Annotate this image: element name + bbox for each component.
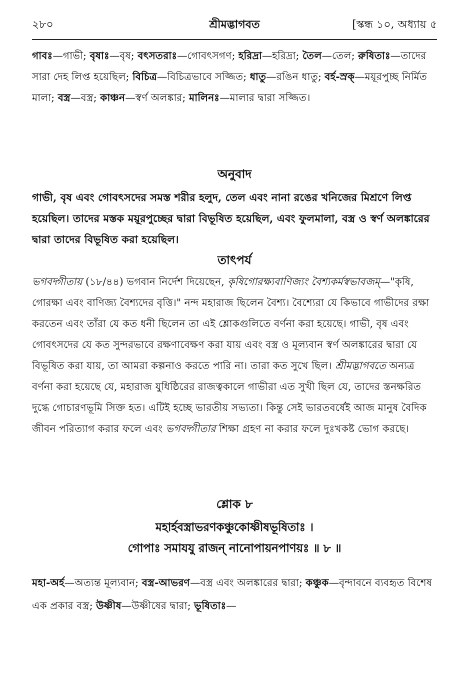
synonym-meaning: —বৃন্দাবনে ব্যবহৃত বিশেষ এক প্রকার বস্ত্র; [32,578,433,612]
scripture-reference: ভগবদ্গীতায় [32,277,83,288]
synonym-term: বৎসতরাঃ [137,50,178,62]
synonym-term: বিচিত্র [132,71,157,83]
synonym-term: ধাতু [249,71,267,83]
scripture-reference: শ্রীমদ্ভাগবতে [335,361,386,372]
page-header [32,16,437,34]
synonym-term: বর্হ-স্রক্ [324,71,355,83]
synonym-term: ভূষিতাঃ [194,600,227,612]
synonym-term: বৃষাঃ [89,50,110,62]
page-number: ২৮০ [32,18,54,31]
synonym-term: উষ্ণীষ [96,600,122,612]
synonym-meaning: —অত্যন্ত মূল্যবান; [64,578,142,589]
purport-segment: (১৮/৪৪) ভগবান নির্দেশ দিয়েছেন, [82,277,228,288]
synonym-meaning: —ময়ূরপুচ্ছ নির্মিত মালা; [32,72,428,104]
synonym-term: মহা-অর্হ [32,577,65,589]
purport-text [32,272,437,440]
chapter-reference: [স্কন্ধ ১০, অধ্যায় ৫ [352,18,437,31]
synonym-meaning: —গাভী; [52,51,90,62]
synonym-meaning: —বিচিত্রভাবে সজ্জিত; [156,72,250,83]
header-divider [32,39,437,40]
synonym-term: কঞ্চুক [305,577,329,589]
synonym-term: তৈল [302,50,322,62]
synonym-term: গাবঃ [32,50,53,62]
synonym-term: বস্ত্র-আভরণ [141,577,190,589]
synonym-term: মালিনঃ [188,92,220,104]
synonym-term: রুষিতাঃ [358,50,391,62]
sanskrit-quote: কৃষিগোরক্ষ্যবাণিজ্যং বৈশ্যকর্মস্বভাবজম্ [227,277,380,288]
scripture-reference: ভগবদ্গীতার [165,424,216,435]
synonym-meaning: —তেল; [321,51,359,62]
synonym-term: বস্ত্র [57,92,71,104]
synonym-meaning: —গোবৎসগণ; [177,51,239,62]
synonym-meaning: —হরিদ্রা; [261,51,303,62]
synonym-term: কাঞ্চন [100,92,126,104]
synonyms-block-2 [32,572,437,618]
purport-segment: —"কৃষি, গোরক্ষা এবং বাণিজ্য বৈশ্যদের বৃত্তি।" নন্দ মহারাজ ছিলেন বৈশ্য। বৈশ্যেরা যে কিভাবে গাভীদের রক্ষা করতেন এবং তাঁরা যে কত ধনী ছিলেন তা এই শ্লোকগুলিতে বর্ণনা করা হয়েছে। গাভী, বৃষ এবং গোবৎসদের যে কত সুন্দরভাবে রক্ষণাবেক্ষণ করা যায় এবং বস্ত্র ও মূল্যবান স্বর্ণ অলঙ্কারের দ্বারা যে বিভূষিত করা যায়, তা আমরা কল্পনাও করতে পারি না। তারা কত সুখে ছিল। [32,277,430,372]
translation-text: গাভী, বৃষ এবং গোবৎসদের সমস্ত শরীর হলুদ, তেল এবং নানা রঙের খনিজের মিশ্রণে লিপ্ত হয়েছিল। তাদের মস্তক ময়ূরপুচ্ছের দ্বারা বিভূষিত হয়েছিল, এবং ফুলমালা, বস্ত্র ও স্বর্ণ অলঙ্কারের দ্বারা তাদের বিভূষিত করা হয়েছিল। [32,192,430,246]
synonym-meaning: —বস্ত্র; [70,93,101,104]
synonym-meaning: — [226,601,237,612]
synonym-meaning: —তাদের সারা দেহ লিপ্ত হয়েছিল; [32,51,427,83]
synonym-meaning: —মালার দ্বারা সজ্জিত। [219,93,311,104]
synonym-meaning: —উষ্ণীষের দ্বারা; [121,601,195,612]
book-title: শ্রীমদ্ভাগবত [209,18,260,31]
verse-line-2: গোপাঃ সমাযযু রাজন্ নানোপায়নপাণয়ঃ ॥ ৮ ॥ [127,541,342,555]
synonym-meaning: —স্বর্ণ অলঙ্কার; [125,93,189,104]
translation-heading: অনুবাদ [217,167,252,181]
purport-segment: শিক্ষা গ্রহণ না করার ফলে দুঃখকষ্ট ভোগ করছে। [215,424,410,435]
synonyms-block [32,46,437,109]
purport-heading: তাৎপর্য [217,253,252,267]
verse-heading: শ্লোক ৮ [216,497,253,511]
synonym-meaning: —বৃষ; [109,51,138,62]
synonym-term: হরিদ্রা [238,50,262,62]
synonym-meaning: —রঙিন ধাতু; [266,72,325,83]
purport-segment: অন্যত্র বর্ণনা করা হয়েছে যে, মহারাজ যুধিষ্ঠিরের রাজত্বকালে গাভীরা এত সুখী ছিল যে, তাদের স্তনক্ষরিত দুগ্ধে গোচারণভূমি সিক্ত হত। এটিই হচ্ছে ভারতীয় সভ্যতা। কিন্তু সেই ভারতবর্ষেই আজ মানুষ বৈদিক জীবন পরিত্যাগ করার ফলে এবং [32,361,427,435]
verse-line-1: মহার্হবস্ত্রাভরণকঞ্চুকোষ্ণীষভূষিতাঃ । [155,520,314,534]
synonym-meaning: —বস্ত্র এবং অলঙ্কারের দ্বারা; [189,578,306,589]
